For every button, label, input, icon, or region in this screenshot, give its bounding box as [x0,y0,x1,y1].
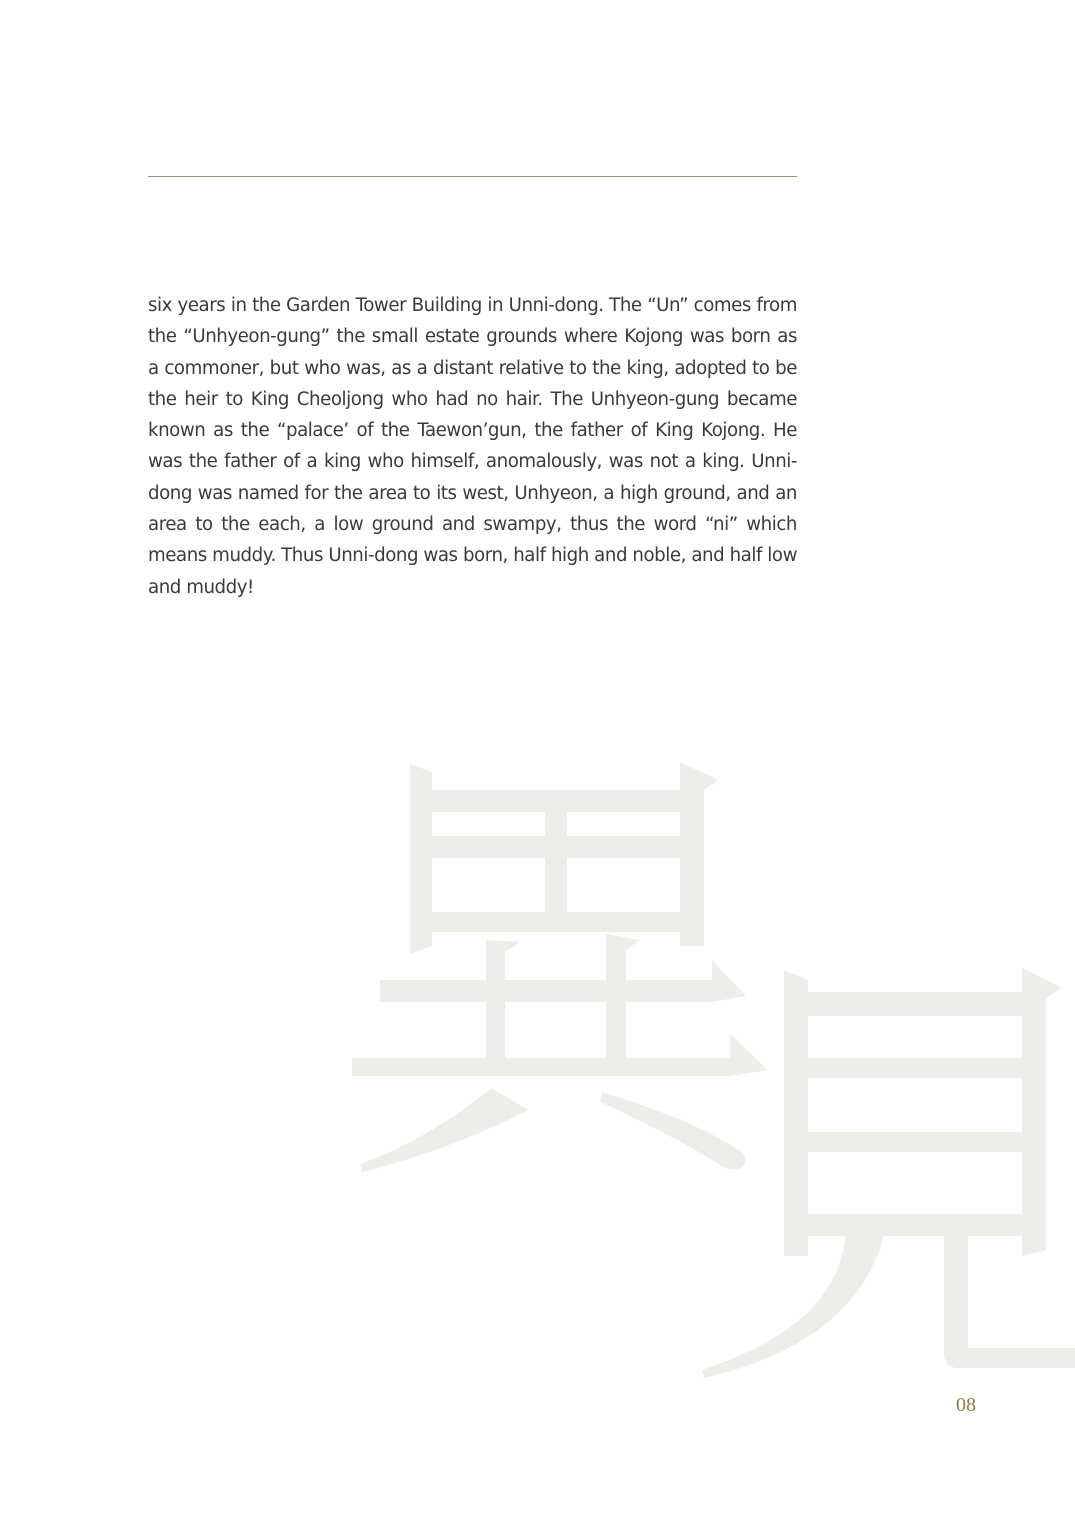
body-paragraph: six years in the Garden Tower Building in Unni-dong. The “Un” comes from the “Unhyeon-gung” the small estate grounds where Kojong was born as a commoner, but who was, as a distant relative to the king, adopted to be the heir to King Cheoljong who had no hair. The Unhyeon-gung became known as the “palace’ of the Taewon’gun, the father of King Kojong. He was the father of a king who himself, anomalously, was not a king. Unni-dong was named for the area to its west, Unhyeon, a high ground, and an area to the each, a low ground and swampy, thus the word “ni” which means muddy. Thus Unni-dong was born, half high and noble, and half low and muddy! [148,295,797,598]
watermark-glyph-1 [352,762,768,1172]
top-divider-rule [148,176,797,177]
watermark-glyph-2 [702,968,1075,1378]
page-number: 08 [956,1394,976,1416]
